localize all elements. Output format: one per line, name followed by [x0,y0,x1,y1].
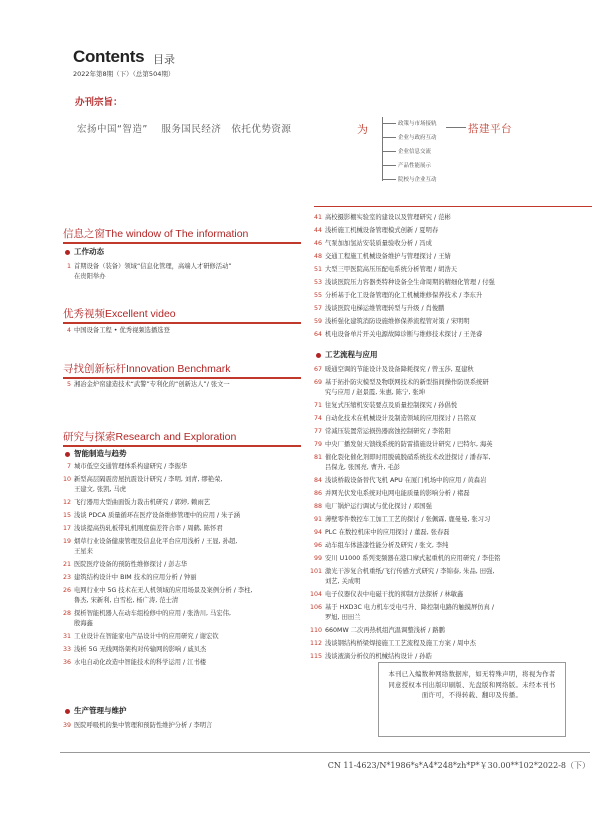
entry-title: 交通工程施工机械设备维护与管理探讨 / 王婧 [325,253,451,260]
toc-entry[interactable] [51,632,289,642]
page-number: 64 [313,331,322,338]
page-number: 21 [62,561,71,568]
page-number: 5 [66,381,71,388]
entry-title: 浅谈桥载设备替代飞机 APU 在厦门机场中的应用 / 黄森岩 [325,477,487,484]
entry-title: 电厂锅炉运行调试与优化探讨 / 邓国强 [325,503,432,510]
toc-entry[interactable] [51,721,289,731]
entry-title: 水电自动化改造中智能技术的科学运用 / 江书楼 [74,659,207,666]
entry-title: 王建文, 张凯, 马虎 [74,486,127,493]
section-rule [63,242,301,244]
toc-entry[interactable] [51,658,289,668]
subsection-title [65,246,104,257]
page-number: 36 [62,659,71,666]
bullet-dot-icon [65,250,70,255]
section-title-benchmark: 寻找创新标杆Innovation Benchmark [63,363,231,375]
toc-entry[interactable] [302,401,592,411]
toc-entry[interactable] [51,560,289,570]
page-number: 4 [66,327,71,334]
toc-entry[interactable] [51,498,289,508]
toc-entry[interactable] [302,626,592,636]
subsection-label: 智能制造与趋势 [74,449,127,458]
page-number: 96 [313,542,322,549]
toc-entry[interactable] [302,502,592,512]
entry-title: 往复式压缩机安装要点及质量控制探究 / 孙倡悦 [325,402,458,409]
entry-title: 气泵加加氢站安装质量验收分析 / 冯成 [325,240,432,247]
page-number: 33 [62,646,71,653]
mission-branch-item: 政策与市场接轨 [398,121,437,127]
mission-branch-line [382,151,396,152]
mission-label: 办刊宗旨： [75,97,123,108]
toc-entry[interactable] [51,537,289,557]
page-number: 115 [309,653,322,660]
page-number: 10 [62,476,71,483]
entry-title: 催化裂化催化剂即时用脱硫脱硝系统技术改进探讨 / 潘春军, [325,454,491,461]
toc-entry[interactable] [51,586,289,606]
mission-branch-item: 企业信息交流 [398,149,432,155]
subsection-label: 工艺流程与应用 [325,350,378,359]
toc-entry[interactable] [302,213,592,223]
toc-entry[interactable] [51,326,289,336]
toc-entry[interactable] [302,378,592,398]
toc-entry[interactable] [51,262,289,282]
toc-entry[interactable] [302,304,592,314]
section-rule [63,445,301,447]
subsection-title [65,705,127,716]
page-number: 77 [313,428,322,435]
column-rule [314,206,592,207]
entry-title: 浅析 5G 无线网络架构对传输网的影响 / 戚贝杰 [74,646,207,653]
toc-entry[interactable] [302,476,592,486]
page-number: 99 [313,555,322,562]
entry-title: 王星来 [74,548,93,555]
page-number: 88 [313,503,322,510]
subsection-label: 生产管理与维护 [74,706,127,715]
page-number: 31 [62,633,71,640]
page-number: 79 [313,441,322,448]
page-number: 59 [313,318,322,325]
page-number: 26 [62,587,71,594]
toc-entry[interactable] [302,652,592,662]
page-number: 28 [62,610,71,617]
page-number: 104 [309,591,322,598]
footer-rule [60,752,590,753]
toc-entry[interactable] [302,541,592,551]
entry-title: 浅谈医院压力容器类特种设备全生命周期的精细化管理 / 付强 [325,279,495,286]
page-number: 110 [309,627,322,634]
toc-entry[interactable] [51,609,289,629]
subsection-label: 工作动态 [74,247,104,256]
toc-entry[interactable] [51,573,289,583]
entry-title: PLC 在数控机床中的应用探讨 / 董磊, 张春磊 [325,529,450,536]
mission-branch-item: 企业与政府互动 [398,135,437,141]
entry-title: 电子仪器仪表中电磁干扰的抑制方法探析 / 林敏鑫 [325,591,464,598]
entry-title: 浅谈 PDCA 质量循环在医疗设备维修管理中的应用 / 朱子涵 [74,512,241,519]
toc-entry[interactable] [302,603,592,623]
subsection-title [65,448,127,459]
entry-title: 电网行业中 5G 技术在无人机领域的应用场景及案例分析 / 李柱, [74,587,253,594]
page-number: 94 [313,529,322,536]
section-title-research: 研究与探索Research and Exploration [63,431,237,443]
mission-bracket [382,117,390,181]
mission-branch-line [382,123,396,124]
entry-title: 浅谈提高热轧板带轧机刚度偏差符合率 / 周鹤, 陈怀君 [74,525,223,532]
page-number: 71 [313,402,322,409]
entry-title: 基于 HXD3C 电力机车受电弓升、降控制电路的触摸屏仿真 / [325,604,494,611]
page-number: 84 [313,477,322,484]
mission-arrow-line [446,127,466,128]
toc-entry[interactable] [302,515,592,525]
page-number: 112 [309,640,322,647]
page-number: 101 [309,568,322,575]
page-number: 46 [313,240,322,247]
page-number: 51 [313,266,322,273]
entry-title: 激光干涉复合机重纸/飞行传感方式研究 / 李锦泰, 朱品, 田强, [325,568,495,575]
toc-entry[interactable] [302,639,592,649]
mission-wei: 为 [357,123,368,136]
page-number: 41 [313,214,322,221]
mission-branch-item: 产品性能展示 [398,163,432,169]
contents-title-cn: 目录 [153,53,175,66]
bullet-dot-icon [65,709,70,714]
page-number: 19 [62,538,71,545]
entry-title: 鲁杰, 宋新利, 白雪松, 杨广涛, 范士清 [74,597,179,604]
toc-entry[interactable] [302,252,592,262]
entry-title: 医院呼吸机的集中管理和预防性维护分析 / 李明言 [74,722,213,729]
bullet-dot-icon [316,353,321,358]
entry-title: 探析智能机器人在动车组检修中的应用 / 张浩川, 马宏伟, [74,610,231,617]
page-number: 44 [313,227,322,234]
toc-entry[interactable] [302,427,592,437]
entry-title: 首期设备（装备）领域“信息化管理，高端人才研修活动” [74,263,232,270]
toc-entry[interactable] [302,554,592,564]
section-rule [63,322,301,324]
footer-code: CN 11-4623/N*1986*s*A4*248*zh*P*￥30.00**102*2022-8（下） [327,761,590,770]
page-number: 57 [313,305,322,312]
entry-title: 烟草行业设备健康管理及信息化平台应用浅析 / 王显, 孙超, [74,538,238,545]
toc-entry[interactable] [302,440,592,450]
page-number: 15 [62,512,71,519]
page-number: 48 [313,253,322,260]
entry-title: 高校摄影棚实验室的建设以及管理研究 / 范彬 [325,214,451,221]
copyright-notice: 本刊已入编数种网络数据库，如无特殊声明，将视为作者同意授权本刊出版印刷版、光盘版和网络版。未经本刊书面许可，不得转载、翻印及传播。 [378,662,566,737]
toc-entry[interactable] [302,226,592,236]
contents-title: Contents [73,47,145,66]
toc-entry[interactable] [302,365,592,375]
entry-title: 罗旭, 田田兰 [325,614,361,621]
entry-title: 660MW 二次再热机组汽温调整浅析 / 路鹏 [325,627,445,634]
toc-entry[interactable] [302,265,592,275]
entry-title: 医院医疗设备的预防性维修探讨 / 彭志华 [74,561,188,568]
page-number: 67 [313,366,322,373]
page-number: 23 [62,574,71,581]
section-title-info-window: 信息之窗The window of The information [63,228,249,240]
entry-title: 机电设备单片开关电源故障诊断与维修技术探讨 / 王尧睿 [325,331,483,338]
entry-title: 工业设计在智能家电产品设计中的应用研究 / 谢宏钦 [74,633,219,640]
entry-title: 常减压装置常运损热器腐蚀控制研究 / 李铭阳 [325,428,451,435]
page-number: 74 [313,415,322,422]
entry-title: 动车组车体涟漆性能分析及研究 / 张文, 李纯 [325,542,449,549]
entry-title: 新型高层隔震房屋抗震设计研究 / 李明, 刘青, 缪艳荣, [74,476,223,483]
page-number: 91 [313,516,322,523]
page-number: 39 [62,722,71,729]
page-number: 7 [66,463,71,470]
mission-build-platform: 搭建平台 [468,123,512,135]
mission-branch-item: 院校与企业互动 [398,177,437,183]
entry-title: 浅谈钢结构桥梁焊接施工工艺流程及施工方案 / 周中杰 [325,640,476,647]
entry-title: 安川 U1000 系列变频器在港口摩式起重机的应用研究 / 李佳铭 [325,555,501,562]
toc-entry[interactable] [302,317,592,327]
entry-title: 自动化技术在机械设计及制造领域的应用探讨 / 吕铭双 [325,415,476,422]
toc-entry[interactable] [302,489,592,499]
mission-statement: 宏扬中国“智造” 服务国民经济 依托优势资源 [77,124,292,135]
entry-title: 湘冶金炉窑建造技术“武警”专利化的“创新达人”/ 张文一 [74,381,230,388]
entry-title: 大型三甲医院高压压配电系统分析管理 / 胡浩天 [325,266,458,273]
page-number: 106 [309,604,322,611]
page-number: 81 [313,454,322,461]
toc-entry[interactable] [51,462,289,472]
entry-title: 并网光伏发电系统对电网电能质量的影响分析 / 褚磊 [325,490,470,497]
entry-title: 浅谈液滴分析仪的机械结构设计 / 孙皓 [325,653,432,660]
toc-entry[interactable] [302,291,592,301]
entry-title: 刘艺, 关成明 [325,578,361,585]
toc-entry[interactable] [302,239,592,249]
page-number: 12 [62,499,71,506]
entry-title: 浅谈医院电梯运维管理转型与升级 / 肖俊鹏 [325,305,445,312]
entry-title: 浅析强化建筑消防设施维修保养流程管对策 / 宋明明 [325,318,470,325]
page-number: 17 [62,525,71,532]
entry-title: 基于拓扑防灾模型及物联网技术的新型指间操作防误系统研 [325,379,489,386]
entry-title: 在贵阳举办 [74,273,106,280]
mission-branch-line [382,137,396,138]
entry-title: 飞行器用大型曲面钣力裁击机研究 / 郭婷, 赖雨艺 [74,499,211,506]
toc-entry[interactable] [302,278,592,288]
entry-title: 究与应用 / 赵景霞, 朱惠, 陈宁, 张坤 [325,389,425,396]
toc-entry[interactable] [51,524,289,534]
toc-entry[interactable] [302,414,592,424]
issue-info: 2022年第8期（下）（总第504期） [73,70,175,78]
section-title-video: 优秀视频Excellent video [63,308,176,320]
toc-entry[interactable] [51,511,289,521]
page-number: 1 [66,263,71,270]
toc-entry[interactable] [302,590,592,600]
entry-title: 浅析施工机械设备管理模式创新 / 夏明春 [325,227,439,234]
mission-branch-line [382,179,396,180]
entry-title: 中央厂播发射天馈线系统的防雷措施设计研究 / 巴特尔, 海英 [325,441,493,448]
toc-entry[interactable] [302,330,592,340]
mission-branch-line [382,165,396,166]
page-number: 53 [313,279,322,286]
entry-title: 分析基于化工设备管理的化工机械维修保养技术 / 李东升 [325,292,483,299]
bullet-dot-icon [65,452,70,457]
entry-title: 建筑结构设计中 BIM 技术的应用分析 / 钟丽 [74,574,197,581]
toc-entry[interactable] [51,475,289,495]
entry-title: 暖通空调的节能设计及设备降耗探究 / 曾玉莎, 夏建秋 [325,366,474,373]
toc-entry[interactable] [302,453,592,473]
toc-entry[interactable] [51,380,289,390]
entry-title: 薄壁零件数控车工加工工艺的探讨 / 张佩霖, 鹿曼曼, 张习习 [325,516,491,523]
entry-title: 中国设备工程 • 优秀视频选播选登 [74,327,170,334]
section-rule [63,377,301,379]
subsection-title [316,349,378,360]
page-number: 55 [313,292,322,299]
entry-title: 城市低空交通管理体系构建研究 / 李振华 [74,463,188,470]
entry-title: 殷海鑫 [74,620,93,627]
page-number: 86 [313,490,322,497]
entry-title: 吕保龙, 张国亮, 曹升, 毛彭 [325,464,400,471]
toc-entry[interactable] [302,528,592,538]
toc-entry[interactable] [302,567,592,587]
page-number: 69 [313,379,322,386]
toc-entry[interactable] [51,645,289,655]
